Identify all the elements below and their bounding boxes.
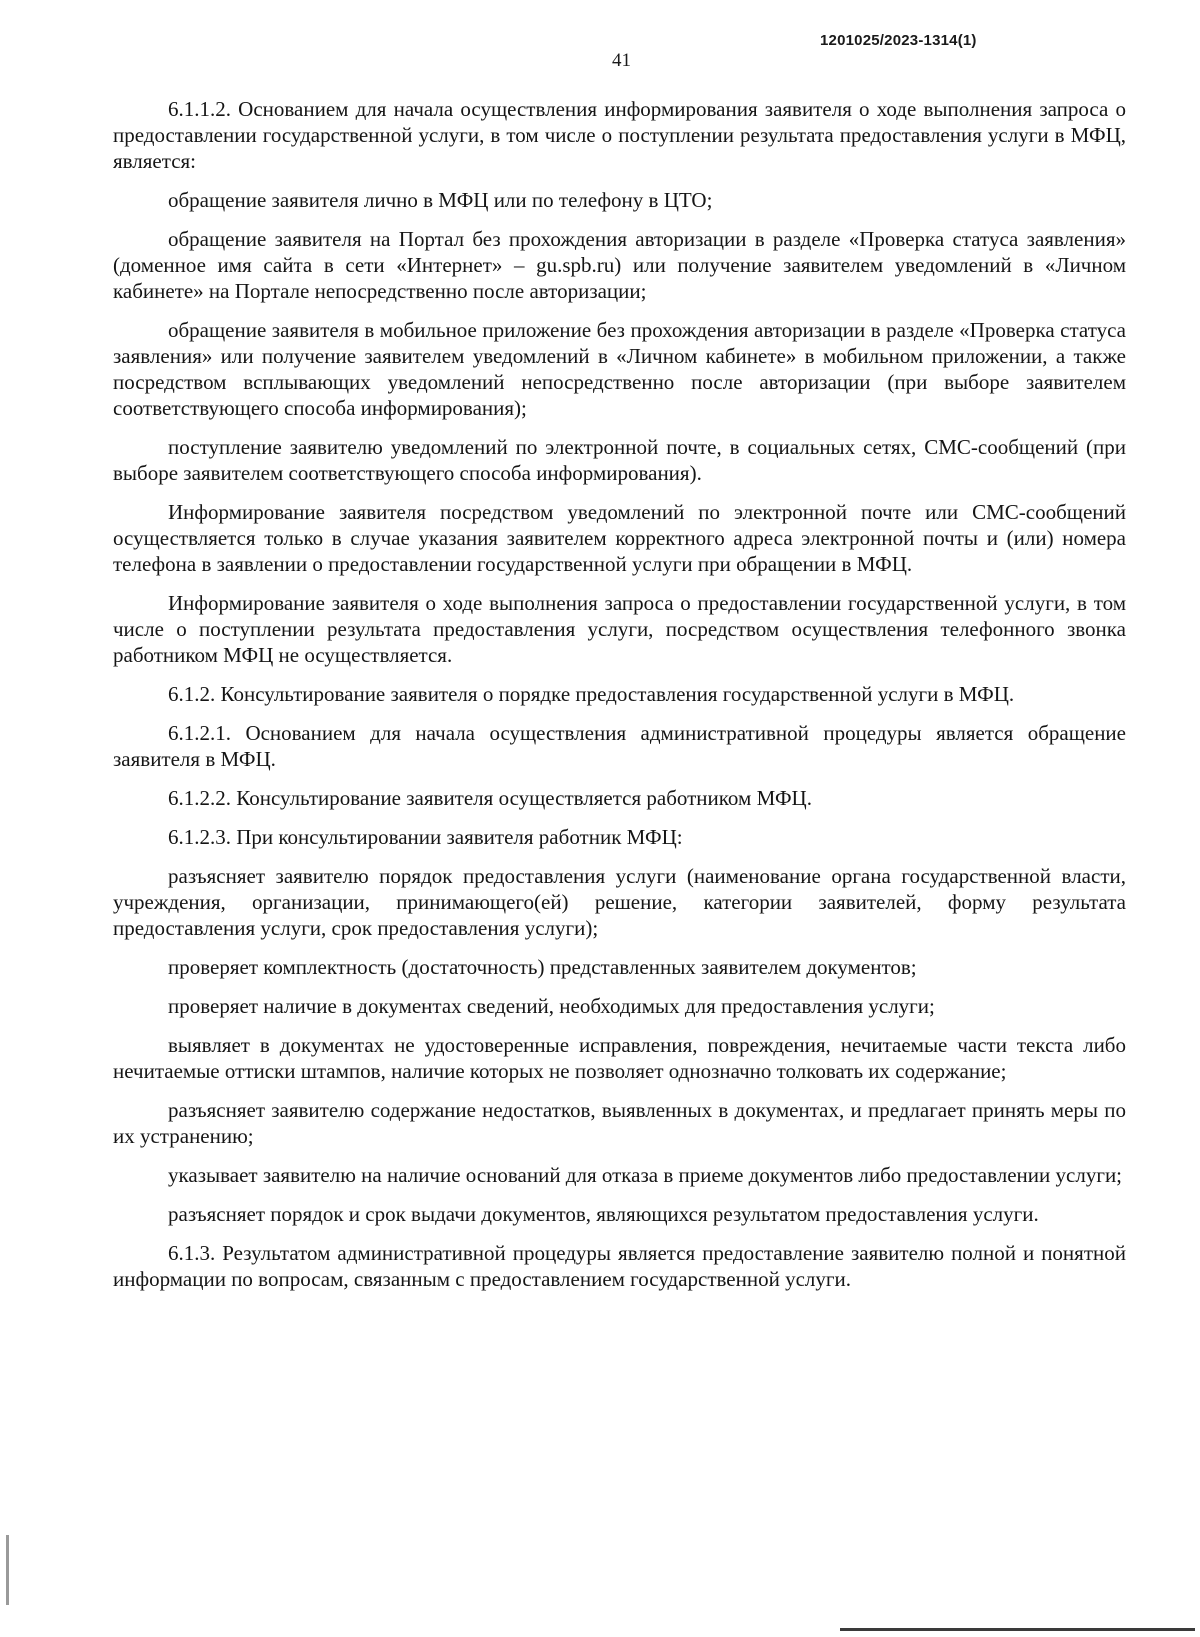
page-number: 41 bbox=[612, 50, 631, 71]
paragraph-6-1-2-1: 6.1.2.1. Основанием для начала осуществления административной процедуры является обращение заявителя в МФЦ. bbox=[113, 721, 1126, 771]
paragraph-6-1-2: 6.1.2. Консультирование заявителя о порядке предоставления государственной услуги в МФЦ. bbox=[168, 682, 1015, 706]
paragraph-no-phone-call: Информирование заявителя о ходе выполнения запроса о предоставлении государственной услуги, в том числе о поступлении результата предоставления услуги, посредством осуществления телефонного звонка работником МФЦ не осуществляется. bbox=[113, 591, 1126, 667]
paragraph-6-1-3: 6.1.3. Результатом административной процедуры является предоставление заявителю полной и понятной информации по вопросам, связанным с предоставлением государственной услуги. bbox=[113, 1241, 1126, 1291]
bottom-scan-line bbox=[840, 1628, 1195, 1631]
paragraph-6-1-1-2: 6.1.1.2. Основанием для начала осуществления информирования заявителя о ходе выполнения запроса о предоставлении государственной услуги, в том числе о поступлении результата предоставления услуги в МФЦ, является: bbox=[113, 97, 1126, 173]
paragraph-checks-information: проверяет наличие в документах сведений, необходимых для предоставления услуги; bbox=[168, 994, 935, 1018]
left-margin-line bbox=[6, 1535, 9, 1605]
paragraph-refusal-grounds: указывает заявителю на наличие оснований для отказа в приеме документов либо предоставлении услуги; bbox=[168, 1163, 1123, 1187]
paragraph-mobile-app: обращение заявителя в мобильное приложение без прохождения авторизации в разделе «Проверка статуса заявления» или получение заявителем уведомлений в «Личном кабинете» в мобильном приложении, а также посредством всплывающих уведомлений непосредственно после авторизации (при выборе заявителем соответствующего способа информирования); bbox=[113, 318, 1126, 420]
paragraph-issuance-procedure: разъясняет порядок и срок выдачи документов, являющихся результатом предоставления услуги. bbox=[168, 1202, 1039, 1226]
paragraph-explains-procedure: разъясняет заявителю порядок предоставления услуги (наименование органа государственной власти, учреждения, организации, принимающего(ей) решение, категории заявителей, форму результата предоставления услуги, срок предоставления услуги); bbox=[113, 864, 1126, 940]
document-number: 1201025/2023-1314(1) bbox=[820, 32, 977, 49]
paragraph-explains-deficiencies: разъясняет заявителю содержание недостатков, выявленных в документах, и предлагает принять меры по их устранению; bbox=[113, 1098, 1126, 1148]
paragraph-6-1-2-3: 6.1.2.3. При консультировании заявителя работник МФЦ: bbox=[168, 825, 683, 849]
paragraph-notifications: поступление заявителю уведомлений по электронной почте, в социальных сетях, СМС-сообщений (при выборе заявителем соответствующего способа информирования). bbox=[113, 435, 1126, 485]
paragraph-email-sms: Информирование заявителя посредством уведомлений по электронной почте или СМС-сообщений осуществляется только в случае указания заявителем корректного адреса электронной почты и (или) номера телефона в заявлении о предоставлении государственной услуги при обращении в МФЦ. bbox=[113, 500, 1126, 576]
paragraph-detects-corrections: выявляет в документах не удостоверенные исправления, повреждения, нечитаемые части текста либо нечитаемые оттиски штампов, наличие которых не позволяет однозначно толковать их содержание; bbox=[113, 1033, 1126, 1083]
paragraph-in-person: обращение заявителя лично в МФЦ или по телефону в ЦТО; bbox=[168, 188, 713, 212]
paragraph-portal: обращение заявителя на Портал без прохождения авторизации в разделе «Проверка статуса заявления» (доменное имя сайта в сети «Интернет» – gu.spb.ru) или получение заявителем уведомлений в «Личном кабинете» на Портале непосредственно после авторизации; bbox=[113, 227, 1126, 303]
document-body bbox=[113, 96, 1126, 1305]
paragraph-checks-completeness: проверяет комплектность (достаточность) представленных заявителем документов; bbox=[168, 955, 917, 979]
paragraph-6-1-2-2: 6.1.2.2. Консультирование заявителя осуществляется работником МФЦ. bbox=[168, 786, 812, 810]
